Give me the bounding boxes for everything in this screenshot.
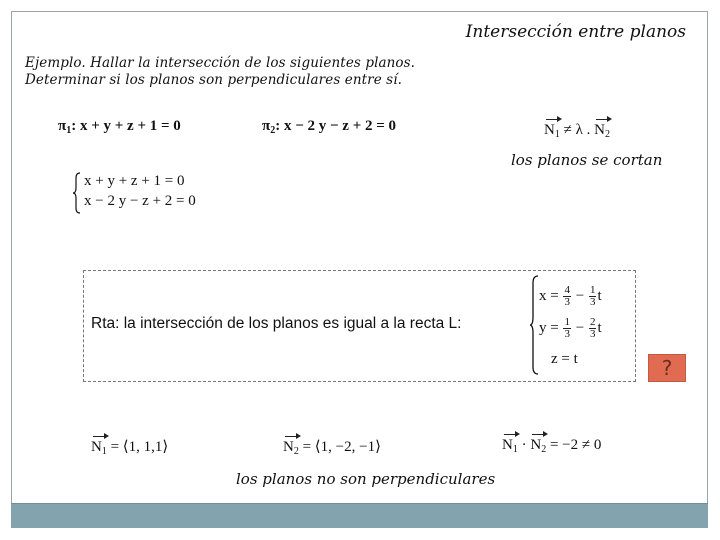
normal-comparison xyxy=(544,122,610,140)
line-brace-icon xyxy=(529,275,539,375)
n2-subscript: 2 xyxy=(293,446,299,457)
line-x-equation xyxy=(539,285,602,308)
y-f2-den: 3 xyxy=(589,328,596,340)
intro-line-2: Determinar si los planos son perpendiculares entre sí. xyxy=(25,72,403,88)
question-mark-icon: ? xyxy=(661,356,673,380)
slide-title: Intersección entre planos xyxy=(465,22,686,42)
dot-operator: · xyxy=(517,437,531,453)
not-perpendicular-note: los planos no son perpendiculares xyxy=(236,470,496,488)
plane-1-symbol: π xyxy=(58,118,67,134)
not-proportional-sign: ≠ λ . xyxy=(559,122,595,138)
answer-text: Rta: la intersección de los planos es igual a la recta L: xyxy=(91,315,462,332)
dot-n1-symbol: N xyxy=(502,437,513,453)
y-fraction-1 xyxy=(563,317,571,340)
answer-box xyxy=(83,270,636,382)
system-equation-2: x − 2 y − z + 2 = 0 xyxy=(84,193,196,209)
plane-1-subscript: 1 xyxy=(66,125,72,136)
left-brace-icon xyxy=(72,172,82,214)
normal-1-symbol: N xyxy=(544,122,555,138)
equation-system xyxy=(72,172,232,214)
line-z-equation: z = t xyxy=(551,351,578,367)
y-f1-num: 1 xyxy=(564,316,570,328)
normal-1-vector xyxy=(91,437,168,457)
y-minus: − xyxy=(571,319,585,336)
x-lhs: x = xyxy=(539,287,559,304)
dot-n1-subscript: 1 xyxy=(512,444,518,455)
plane-1-expression: : x + y + z + 1 = 0 xyxy=(71,118,181,134)
y-f1-den: 3 xyxy=(564,328,570,340)
y-lhs: y = xyxy=(539,319,559,336)
intro-line-1: Ejemplo. Hallar la intersección de los siguientes planos. xyxy=(25,55,416,71)
n1-value: = ⟨1, 1,1⟩ xyxy=(106,439,169,455)
n2-value: = ⟨1, −2, −1⟩ xyxy=(298,439,381,455)
x-fraction-1 xyxy=(563,285,571,308)
dot-n2-symbol: N xyxy=(530,437,542,453)
normal-2-symbol: N xyxy=(594,122,605,138)
system-equation-1: x + y + z + 1 = 0 xyxy=(84,173,185,189)
intro-text xyxy=(25,55,415,89)
normal-2-subscript: 2 xyxy=(604,129,610,140)
normal-2-vector xyxy=(283,437,381,457)
n2-symbol: N xyxy=(283,439,294,455)
help-button[interactable] xyxy=(648,354,686,382)
y-fraction-2 xyxy=(589,317,597,340)
dot-product xyxy=(502,437,601,455)
x-minus: − xyxy=(571,287,585,304)
dot-result: = −2 ≠ 0 xyxy=(546,437,602,453)
y-param: t xyxy=(597,319,602,336)
plane-2-symbol: π xyxy=(262,118,271,134)
dot-n2-subscript: 2 xyxy=(541,444,547,455)
n1-symbol: N xyxy=(91,439,102,455)
x-f1-num: 4 xyxy=(564,284,570,296)
x-fraction-2 xyxy=(589,285,597,308)
x-f2-den: 3 xyxy=(589,296,596,308)
normal-1-subscript: 1 xyxy=(554,129,560,140)
plane-2-expression: : x − 2 y − z + 2 = 0 xyxy=(275,118,397,134)
x-f1-den: 3 xyxy=(564,296,570,308)
x-param: t xyxy=(597,287,602,304)
plane-2-subscript: 2 xyxy=(270,125,276,136)
plane-1-equation xyxy=(58,118,181,136)
footer-bar xyxy=(11,503,708,528)
x-f2-num: 1 xyxy=(589,284,596,296)
planes-intersect-note: los planos se cortan xyxy=(511,151,663,169)
n1-subscript: 1 xyxy=(101,446,107,457)
line-parametric-equations xyxy=(529,273,639,379)
y-f2-num: 2 xyxy=(589,316,596,328)
line-y-equation xyxy=(539,317,602,340)
plane-2-equation xyxy=(262,118,396,136)
